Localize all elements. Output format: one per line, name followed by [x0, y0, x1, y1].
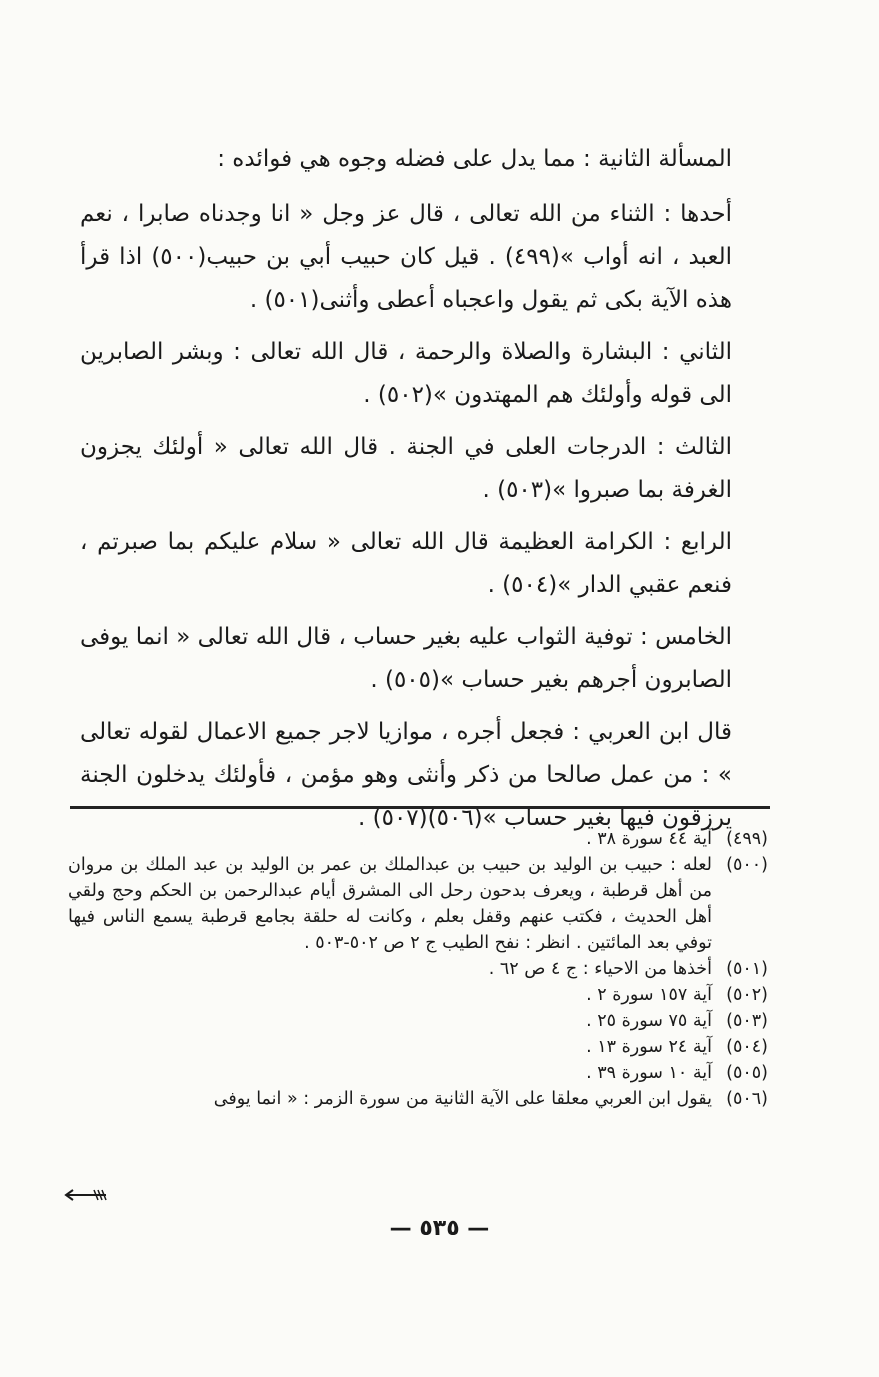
footnote-text: أخذها من الاحياء : ج ٤ ص ٦٢ .: [488, 959, 712, 979]
footnote-number: (٥٠٢): [726, 985, 768, 1005]
footnote-number: (٥٠٠): [726, 855, 768, 875]
footnote-number: (٥٠١): [726, 959, 768, 979]
footnote-506: [68, 1086, 768, 1112]
footnote-503: [68, 1008, 768, 1034]
paragraph-first: أحدها : الثناء من الله تعالى ، قال عز وجل « انا وجدناه صابرا ، نعم العبد ، انه أواب »(٤٩٩) . قيل كان حبيب أبي بن حبيب(٥٠٠) اذا قرأ هذه الآية بكى ثم يقول واعجباه أعطى وأثنى(٥٠١) .: [80, 201, 732, 313]
paragraph-second: الثاني : البشارة والصلاة والرحمة ، قال الله تعالى : وبشر الصابرين الى قوله وأولئك هم المهتدون »(٥٠٢) .: [80, 339, 732, 408]
footnote-text: آية ٤٤ سورة ٣٨ .: [586, 829, 712, 849]
arrow-left-icon: [64, 1188, 108, 1202]
footnotes: [68, 826, 768, 1112]
paragraph-third: الثالث : الدرجات العلى في الجنة . قال الله تعالى « أولئك يجزون الغرفة بما صبروا »(٥٠٣) .: [80, 434, 732, 503]
footnote-divider: [70, 806, 770, 809]
section-heading: المسألة الثانية : مما يدل على فضله وجوه هي فوائده :: [217, 146, 732, 172]
footnote-502: [68, 982, 768, 1008]
footnote-number: (٤٩٩): [726, 829, 768, 849]
page-number: — ٥٣٥ —: [389, 1216, 490, 1241]
paragraph-fifth: الخامس : توفية الثواب عليه بغير حساب ، قال الله تعالى « انما يوفى الصابرون أجرهم بغير حساب »(٥٠٥) .: [80, 624, 732, 693]
main-text: [80, 138, 732, 849]
footnote-number: (٥٠٥): [726, 1063, 768, 1083]
footnote-text: لعله : حبيب بن الوليد بن حبيب بن عبدالملك بن عمر بن الوليد بن عبد الملك بن مروان من أهل قرطبة ، ويعرف بدحون رحل الى المشرق أيام عبدالرحمن بن الحكم وحج ولقي أهل الحديث ، فكتب عنهم وقفل بعلم ، وكانت له حلقة بجامع قرطبة يسمع الناس فيها توفي بعد المائتين . انظر : نفح الطيب ج ٢ ص ٥٠٢-٥٠٣ .: [68, 855, 712, 953]
footnote-number: (٥٠٣): [726, 1011, 768, 1031]
footnote-text: يقول ابن العربي معلقا على الآية الثانية من سورة الزمر : « انما يوفى: [213, 1089, 712, 1109]
paragraph-fourth: الرابع : الكرامة العظيمة قال الله تعالى « سلام عليكم بما صبرتم ، فنعم عقبي الدار »(٥٠٤) .: [80, 529, 732, 598]
footnote-500: [68, 852, 768, 956]
footnote-text: آية ٧٥ سورة ٢٥ .: [586, 1011, 712, 1031]
footnote-501: [68, 956, 768, 982]
footnote-number: (٥٠٤): [726, 1037, 768, 1057]
footnote-number: (٥٠٦): [726, 1089, 768, 1109]
footnote-text: آية ١٥٧ سورة ٢ .: [586, 985, 712, 1005]
footnote-text: آية ١٠ سورة ٣٩ .: [586, 1063, 712, 1083]
footnote-499: [68, 826, 768, 852]
paragraph-ibn-arabi: قال ابن العربي : فجعل أجره ، موازيا لاجر جميع الاعمال لقوله تعالى » : من عمل صالحا من ذكر وأنثى وهو مؤمن ، فأولئك يدخلون الجنة يرزقون فيها بغير حساب »(٥٠٦)(٥٠٧) .: [80, 719, 732, 831]
footnote-504: [68, 1034, 768, 1060]
footnote-text: آية ٢٤ سورة ١٣ .: [586, 1037, 712, 1057]
footnote-505: [68, 1060, 768, 1086]
